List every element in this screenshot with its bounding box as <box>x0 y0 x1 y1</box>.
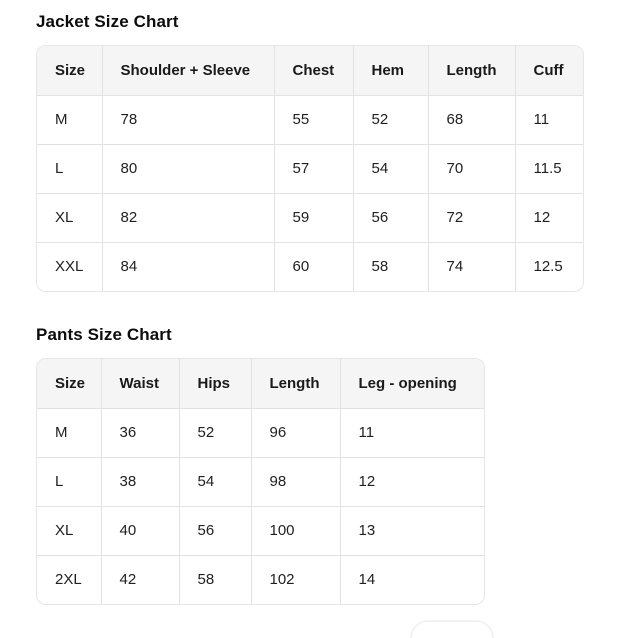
column-header-chest: Chest <box>274 46 353 95</box>
column-header-size: Size <box>37 359 101 408</box>
value-cell: 57 <box>274 144 353 193</box>
value-cell: 102 <box>251 555 340 604</box>
column-header-leg-opening: Leg - opening <box>340 359 485 408</box>
table-row <box>37 506 485 555</box>
table-row <box>37 95 584 144</box>
size-cell: XXL <box>37 242 102 291</box>
size-cell: XL <box>37 193 102 242</box>
header-row <box>37 46 584 95</box>
value-cell: 55 <box>274 95 353 144</box>
value-cell: 56 <box>353 193 428 242</box>
table-row <box>37 555 485 604</box>
size-cell: L <box>37 144 102 193</box>
value-cell: 52 <box>179 408 251 457</box>
value-cell: 11 <box>515 95 584 144</box>
next-card-peek <box>410 620 494 638</box>
value-cell: 38 <box>101 457 179 506</box>
value-cell: 40 <box>101 506 179 555</box>
value-cell: 100 <box>251 506 340 555</box>
value-cell: 72 <box>428 193 515 242</box>
column-header-cuff: Cuff <box>515 46 584 95</box>
value-cell: 82 <box>102 193 274 242</box>
header-row <box>37 359 485 408</box>
value-cell: 54 <box>353 144 428 193</box>
size-cell: M <box>37 95 102 144</box>
value-cell: 80 <box>102 144 274 193</box>
value-cell: 56 <box>179 506 251 555</box>
value-cell: 74 <box>428 242 515 291</box>
value-cell: 68 <box>428 95 515 144</box>
value-cell: 11.5 <box>515 144 584 193</box>
column-header-hem: Hem <box>353 46 428 95</box>
value-cell: 12 <box>515 193 584 242</box>
column-header-waist: Waist <box>101 359 179 408</box>
column-header-hips: Hips <box>179 359 251 408</box>
table-row <box>37 193 584 242</box>
table-row <box>37 408 485 457</box>
table-row <box>37 242 584 291</box>
value-cell: 52 <box>353 95 428 144</box>
value-cell: 11 <box>340 408 485 457</box>
size-cell: 2XL <box>37 555 101 604</box>
size-cell: L <box>37 457 101 506</box>
pants-size-table <box>37 359 485 604</box>
jacket-size-table-card <box>36 45 584 292</box>
value-cell: 84 <box>102 242 274 291</box>
value-cell: 78 <box>102 95 274 144</box>
table-row <box>37 457 485 506</box>
jacket-size-table <box>37 46 584 291</box>
table-row <box>37 144 584 193</box>
value-cell: 58 <box>353 242 428 291</box>
size-cell: M <box>37 408 101 457</box>
column-header-size: Size <box>37 46 102 95</box>
value-cell: 14 <box>358 571 376 589</box>
value-cell: 96 <box>251 408 340 457</box>
value-cell: 98 <box>251 457 340 506</box>
column-header-shoulder-sleeve: Shoulder + Sleeve <box>102 46 274 95</box>
pants-chart-title: Pants Size Chart <box>36 325 172 344</box>
value-cell: 13 <box>340 506 485 555</box>
value-cell: 60 <box>274 242 353 291</box>
column-header-length: Length <box>251 359 340 408</box>
value-cell: 59 <box>274 193 353 242</box>
jacket-size-chart-section <box>36 0 637 292</box>
jacket-chart-title: Jacket Size Chart <box>36 12 179 31</box>
column-header-length: Length <box>428 46 515 95</box>
value-cell: 36 <box>101 408 179 457</box>
value-cell: 42 <box>101 555 179 604</box>
value-cell: 58 <box>179 555 251 604</box>
value-cell: 70 <box>428 144 515 193</box>
pants-size-chart-section <box>36 292 637 605</box>
value-cell: 12.5 <box>533 258 563 276</box>
value-cell: 54 <box>179 457 251 506</box>
value-cell: 12 <box>340 457 485 506</box>
size-cell: XL <box>37 506 101 555</box>
pants-size-table-card <box>36 358 485 605</box>
